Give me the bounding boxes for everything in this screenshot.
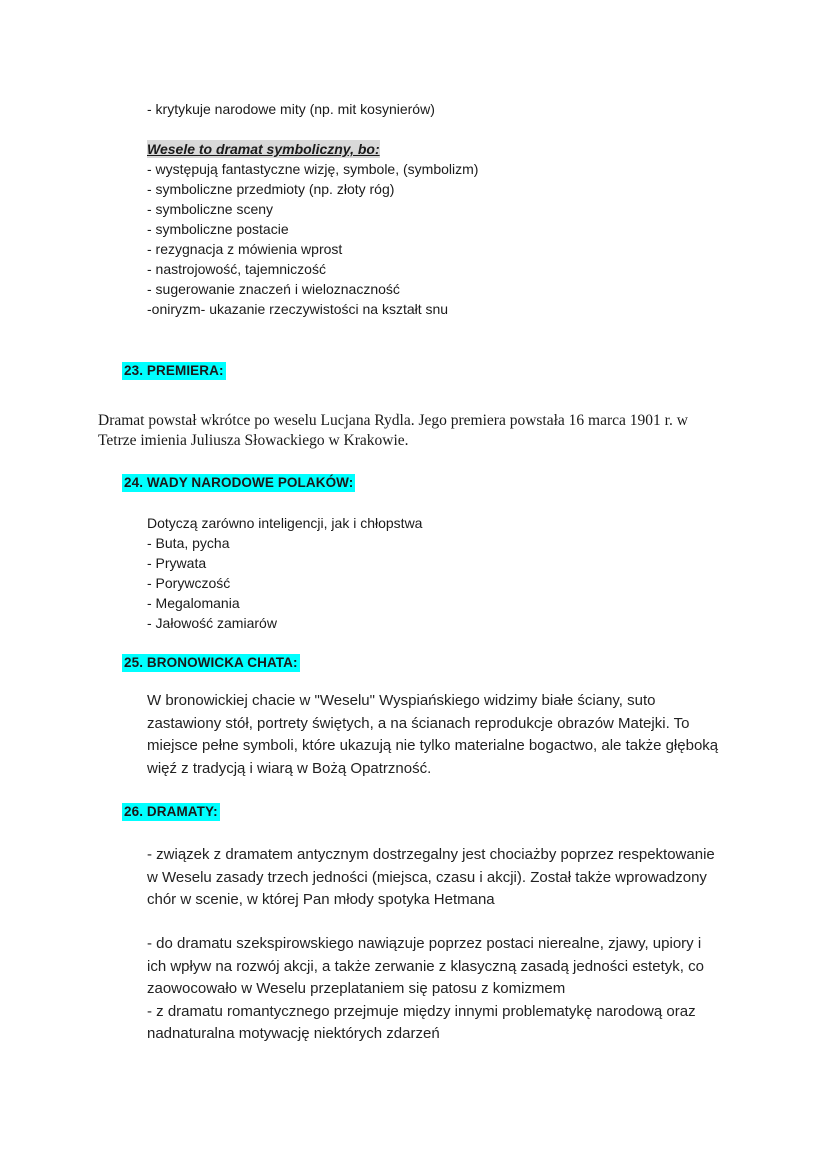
dramaty-paragraph-1 — [147, 844, 747, 912]
list-item: - występują fantastyczne wizję, symbole, (symbolizm) — [147, 161, 479, 177]
list-item: - Porywczość — [147, 575, 231, 591]
list-item: - Megalomania — [147, 595, 240, 611]
paragraph-line: ich wpływ na rozwój akcji, a także zerwanie z klasyczną zasadą jedności estetyk, co — [147, 957, 704, 975]
list-item: - Prywata — [147, 555, 207, 571]
list-item: - Buta, pycha — [147, 535, 230, 551]
paragraph-line: - związek z dramatem antycznym dostrzegalny jest chociażby poprzez respektowanie — [147, 846, 715, 863]
paragraph-line: w Weselu zasady trzech jedności (miejsca, czasu i akcji). Został także wprowadzony — [147, 868, 707, 886]
paragraph-line: Tetrze imienia Juliusza Słowackiego w Krakowie. — [98, 432, 409, 449]
list-item: - sugerowanie znaczeń i wieloznaczność — [147, 281, 400, 297]
section-heading-premiera: 23. PREMIERA: — [124, 363, 224, 378]
paragraph-line: zaowocowało w Weselu przeplataniem się patosu z komizmem — [147, 980, 566, 997]
paragraph-line: zastawiony stół, portrety świętych, a na ścianach reprodukcje obrazów Matejki. To — [147, 714, 690, 732]
list-item: - krytykuje narodowe mity (np. mit kosynierów) — [147, 101, 435, 117]
section-heading-bronowicka: 25. BRONOWICKA CHATA: — [124, 655, 298, 670]
paragraph-line: Dramat powstał wkrótce po weselu Lucjana Rydla. Jego premiera powstała 16 marca 1901 r. w — [98, 412, 688, 429]
bronowicka-paragraph — [147, 690, 747, 780]
section-heading-dramaty: 26. DRAMATY: — [124, 804, 218, 819]
paragraph-line: chór w scenie, w której Pan młody spotyka Hetmana — [147, 891, 495, 908]
list-item: - symboliczne sceny — [147, 201, 274, 217]
list-intro: Dotyczą zarówno inteligencji, jak i chłopstwa — [147, 515, 423, 531]
list-item: - nastrojowość, tajemniczość — [147, 261, 326, 277]
section-heading-wady: 24. WADY NARODOWE POLAKÓW: — [124, 475, 354, 490]
list-item: - symboliczne przedmioty (np. złoty róg) — [147, 181, 395, 197]
list-item: - Jałowość zamiarów — [147, 615, 277, 631]
paragraph-line: - do dramatu szekspirowskiego nawiązuje poprzez postaci nierealne, zjawy, upiory i — [147, 935, 702, 952]
paragraph-line: nadnaturalna motywację niektórych zdarzeń — [147, 1025, 440, 1042]
list-item: -oniryzm- ukazanie rzeczywistości na kształt snu — [147, 301, 449, 317]
paragraph-line: - z dramatu romantycznego przejmuje między innymi problematykę narodową oraz — [147, 1002, 696, 1020]
paragraph-line: W bronowickiej chacie w "Weselu" Wyspiańskiego widzimy białe ściany, suto — [147, 692, 656, 709]
list-item: - symboliczne postacie — [147, 221, 289, 237]
symbolic-subheading: Wesele to dramat symboliczny, bo: — [147, 141, 380, 157]
paragraph-line: więź z tradycją i wiarą w Bożą Opatrzność. — [147, 759, 432, 777]
dramaty-paragraph-2 — [147, 933, 747, 1046]
paragraph-line: miejsce pełne symboli, które ukazują nie tylko materialne bogactwo, ale także głęboką — [147, 737, 719, 754]
list-item: - rezygnacja z mówienia wprost — [147, 241, 343, 257]
